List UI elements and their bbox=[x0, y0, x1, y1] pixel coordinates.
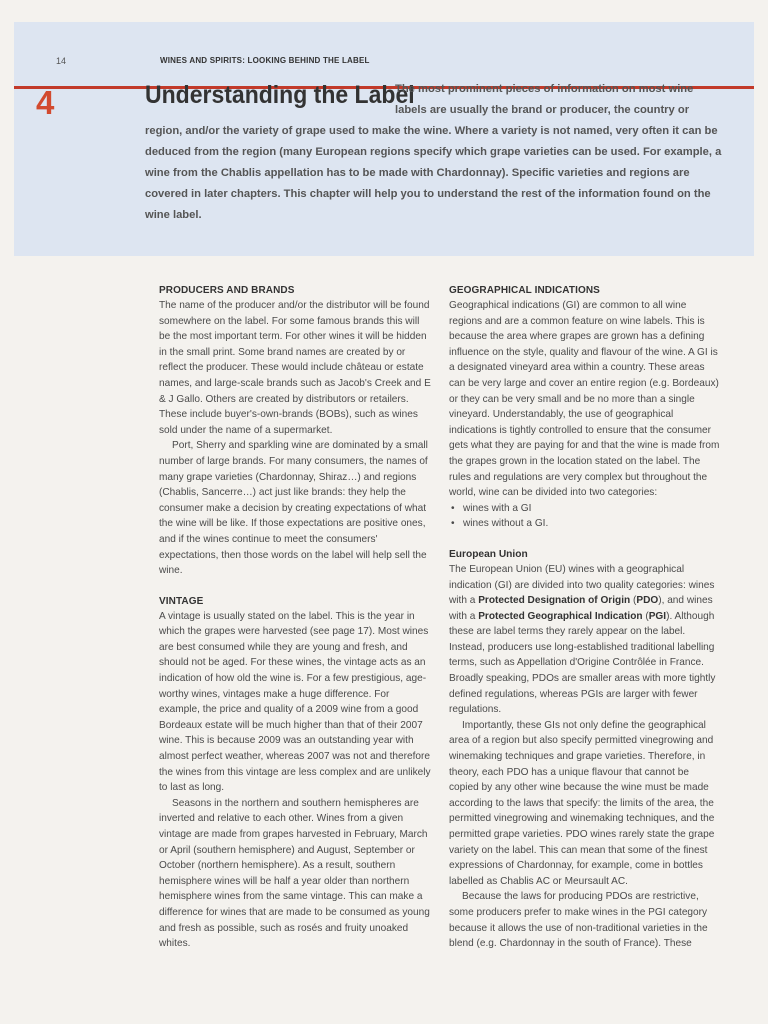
pgi-term: Protected Geographical Indication bbox=[478, 610, 643, 622]
pgi-abbr: PGI bbox=[648, 610, 667, 622]
gi-list bbox=[449, 501, 721, 532]
eu-heading: European Union bbox=[449, 548, 528, 560]
list-item: • wines without a GI. bbox=[463, 516, 721, 532]
left-column bbox=[159, 283, 431, 952]
chapter-intro-text: The most prominent pieces of information on most wine labels are usually the brand or producer, the country or region, and/or the variety of grape used to make the wine. Where a variety is not named, very often it can be deduced from the region (many European regions specify which grape varieties can be used. For example, a wine from the Chablis appellation has to be made with Chardonnay). Specific varieties and regions are covered in later chapters. This chapter will help you to understand the rest of the information found on the wine label. bbox=[145, 83, 722, 221]
vintage-paragraph-2: Seasons in the northern and southern hemispheres are inverted and relative to each other. Wines from a given vintage are made from grapes harvested in February, March or April (southern hemisphere) and August, September or October (northern hemisphere). As a result, southern hemisphere wines will be half a year older than northern hemisphere wines from the same vintage. This can make a difference for wines that are made to be consumed as young and fresh as possible, such as rosés and fruity unoaked whites. bbox=[159, 797, 430, 950]
eu-paragraph-3: Because the laws for producing PDOs are restrictive, some producers prefer to make wines in the PGI category because it allows the use of non-traditional varieties in the blend (e.g. Chardonnay in the south of France). These bbox=[449, 891, 708, 950]
right-column bbox=[449, 283, 721, 952]
list-item: • wines with a GI bbox=[463, 501, 721, 517]
page-number: 14 bbox=[56, 56, 67, 66]
gi-heading: GEOGRAPHICAL INDICATIONS bbox=[449, 285, 600, 296]
pdo-abbr: PDO bbox=[636, 595, 659, 607]
chapter-title: Understanding the Label bbox=[145, 81, 415, 109]
eu-paragraph-2: Importantly, these GIs not only define the geographical area of a region but also specify permitted vinegrowing and winemaking techniques and grape varieties. Therefore, in theory, each PDO has a unique flavour that cannot be copied by any other wine because the wine must be made according to the laws that specify: the limits of the area, the permitted vinegrowing and winemaking techniques, and the permitted grape varieties. PDO wines rarely state the grape variety on the label. This can mean that some of the finest expressions of Chardonnay, for example, come in bottles labelled as Chablis AC or Meursault AC. bbox=[449, 719, 715, 887]
book-section-title: WINES AND SPIRITS: LOOKING BEHIND THE LABEL bbox=[160, 56, 370, 65]
vintage-heading: VINTAGE bbox=[159, 595, 204, 607]
producers-paragraph-2: Port, Sherry and sparkling wine are dominated by a small number of large brands. For many consumers, the names of many grape varieties (Chardonnay, Shiraz…) and regions (Chablis, Sancerre…) act just like brands: they help the consumer make a decision by creating expectations of what the wine will be like. If those expectations are positive ones, and if the wines continue to meet the consumers' expectations, then those words on the label will help sell the wine. bbox=[159, 440, 428, 577]
chapter-number: 4 bbox=[36, 84, 55, 121]
vintage-paragraph-1: A vintage is usually stated on the label. This is the year in which the grapes were harvested (see page 17). Most wines are best consumed while they are young and fresh, and should not be aged. For these wines, the vintage acts as an indication of how old the wine is. For a few prestigious, age-worthy wines, vintages make a huge difference. For example, the price and quality of a 2009 wine from a good Bordeaux estate will be much higher than that of their 2007 wine. This is because 2009 was an outstanding year with almost perfect weather, whereas 2007 was not and therefore the wines from this vintage are less complex and are unlikely to last as long. bbox=[159, 610, 431, 794]
producers-paragraph-1: The name of the producer and/or the distributor will be found somewhere on the label. For some famous brands this will be the most important term. For other wines it will be hidden in the small print. Some brand names are created by or reflect the producer. These would include château or estate names, and large-scale brands such as Jacob's Creek and E & J Gallo. Others are created by distributors or retailers. These include buyer's-own-brands (BOBs), such as wines sold under the name of a supermarket. bbox=[159, 300, 431, 436]
pdo-term: Protected Designation of Origin bbox=[478, 595, 631, 607]
gi-paragraph-1: Geographical indications (GI) are common to all wine regions and are a common feature on wine labels. This is because the area where grapes are grown has a defining influence on the style, quality and flavour of the wine. A GI is a designated vineyard area within a country. These areas can be very large and cover an entire region (e.g. Bordeaux) or they can be very small and be no more than a single vineyard. Understandably, the use of geographical indications is tightly controlled to ensure that the consumer gets what they are paying for and that the wine is made from the grapes grown in the location stated on the label. The rules and regulations are very complex but throughout the world, wine can be divided into two categories: bbox=[449, 300, 720, 499]
chapter-intro bbox=[145, 79, 725, 226]
producers-heading: PRODUCERS AND BRANDS bbox=[159, 285, 295, 296]
running-head bbox=[14, 22, 754, 84]
eu-paragraph-1: The European Union (EU) wines with a geographical indication (GI) are divided into two quality categories: wines with a Protected Designation of Origin (PDO), and wines with a Protected Geographical Indication (PGI). Although these are label terms they rarely appear on the label. Instead, producers use long-established traditional labelling terms, such as Appellation d'Origine Contrôlée in France. Broadly speaking, PDOs are smaller areas with more tightly defined regulations, whereas PGIs are larger with fewer regulations. bbox=[449, 563, 716, 716]
